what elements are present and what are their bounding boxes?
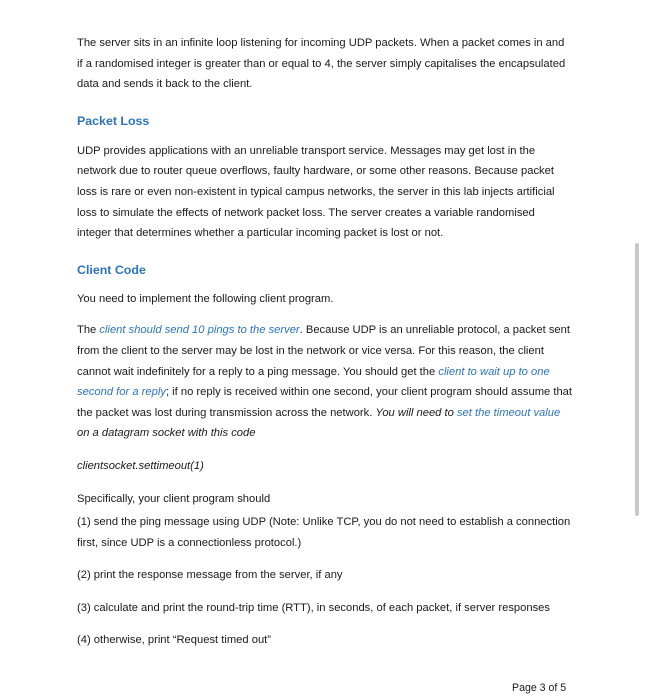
client-code-heading: Client Code: [77, 262, 146, 277]
step-1: (1) send the ping message using UDP (Note: Unlike TCP, you do not need to establish a connection first, since UDP is a connectionless protocol.): [77, 516, 571, 549]
intro-paragraph: The server sits in an infinite loop listening for incoming UDP packets. When a packet comes in and if a randomised integer is greater than or equal to 4, the server simply capitalises the encapsulated data and sends it back to the client.: [77, 37, 566, 91]
vertical-scrollbar[interactable]: [635, 243, 639, 516]
highlight-send-pings: client should send 10 pings to the server: [99, 324, 300, 337]
packet-loss-heading: Packet Loss: [77, 113, 150, 128]
step-3: (3) calculate and print the round-trip time (RTT), in seconds, of each packet, if server responses: [77, 601, 550, 614]
text-segment: The: [77, 324, 100, 337]
highlight-wait-reply: client to wait up to one second for a reply: [77, 365, 550, 399]
specifically-line: Specifically, your client program should: [77, 492, 271, 505]
client-code-intro: You need to implement the following client program.: [77, 292, 334, 305]
text-segment: ; if no reply is received within one second, your client program should assume that the packet was lost during transmission across the network.: [77, 386, 573, 419]
text-segment: . Because UDP is an unreliable protocol, a packet sent from the client to the server may be lost in the network or vice versa. For this reason, the client cannot wait indefinitely for a reply to a ping message. You should get the: [77, 324, 570, 378]
step-2: (2) print the response message from the server, if any: [77, 569, 343, 582]
document-content: [77, 33, 572, 651]
client-code-paragraph: [77, 320, 572, 444]
italic-segment: You will need to: [375, 406, 457, 419]
page-number: Page 3 of 5: [512, 682, 567, 694]
code-snippet: clientsocket.settimeout(1): [77, 459, 204, 472]
highlight-timeout: set the timeout value: [456, 406, 561, 419]
italic-segment: on a datagram socket with this code: [77, 427, 256, 440]
packet-loss-paragraph: UDP provides applications with an unreliable transport service. Messages may get lost in the network due to router queue overflows, faulty hardware, or some other reasons. Because packet loss is rare or even non-existent in typical campus networks, the server in this lab injects artificial loss to simulate the effects of network packet loss. The server creates a variable randomised integer that determines whether a particular incoming packet is lost or not.: [77, 144, 555, 240]
step-4: (4) otherwise, print “Request timed out”: [77, 634, 271, 647]
